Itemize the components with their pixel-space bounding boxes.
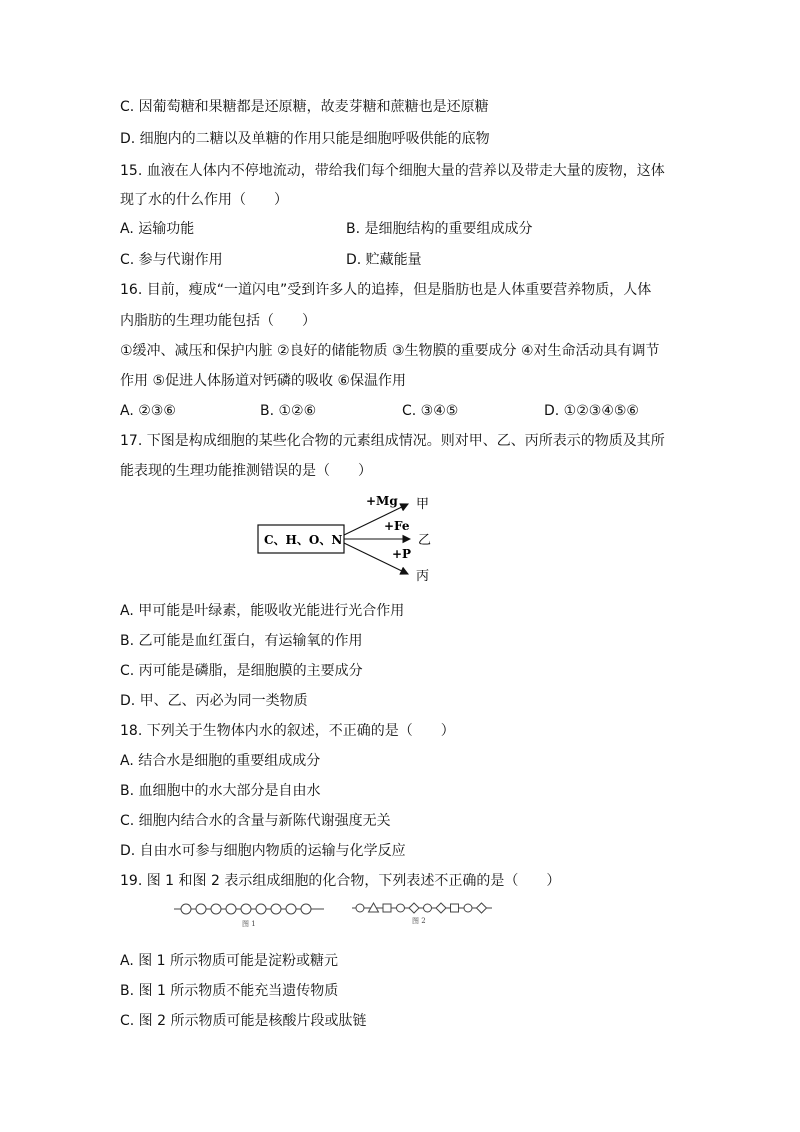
q16-stem-line3: ①缓冲、减压和保护内脏 ②良好的储能物质 ③生物膜的重要成分 ④对生命活动具有调节 — [120, 343, 660, 359]
q18-stem: 18. 下列关于生物体内水的叙述，不正确的是（ ） — [120, 723, 455, 739]
monomer-circle — [241, 904, 251, 914]
monomer-square — [383, 904, 391, 912]
monomer-circle — [356, 904, 364, 912]
q19-option-c: C. 图 2 所示物质可能是核酸片段或肽链 — [120, 1013, 367, 1029]
q15-option-b: B. 是细胞结构的重要组成成分 — [346, 221, 533, 237]
monomer-circle — [464, 904, 472, 912]
q19-option-a: A. 图 1 所示物质可能是淀粉或糖元 — [120, 953, 339, 969]
q17-option-c: C. 丙可能是磷脂，是细胞膜的主要成分 — [120, 663, 363, 679]
q17-option-b: B. 乙可能是血红蛋白，有运输氧的作用 — [120, 633, 363, 649]
q16-stem-line1: 16. 目前，瘦成“一道闪电”受到许多人的追捧，但是脂肪也是人体重要营养物质，人体 — [120, 282, 652, 298]
q17-stem-line2: 能表现的生理功能推测错误的是（ ） — [120, 463, 372, 479]
target-yi: 乙 — [418, 533, 432, 548]
q14-option-c: C. 因葡萄糖和果糖都是还原糖，故麦芽糖和蔗糖也是还原糖 — [120, 99, 489, 115]
q15-option-c: C. 参与代谢作用 — [120, 252, 223, 268]
q16-option-d: D. ①②③④⑤⑥ — [544, 403, 639, 419]
q15-option-d: D. 贮藏能量 — [346, 252, 422, 268]
q17-option-a: A. 甲可能是叶绿素，能吸收光能进行光合作用 — [120, 603, 405, 619]
monomer-diamond — [409, 903, 419, 913]
q18-option-c: C. 细胞内结合水的含量与新陈代谢强度无关 — [120, 813, 391, 829]
q14-option-d: D. 细胞内的二糖以及单糖的作用只能是细胞呼吸供能的底物 — [120, 131, 490, 147]
monomer-circle — [181, 904, 191, 914]
target-jia: 甲 — [416, 497, 430, 512]
target-bing: 丙 — [416, 569, 430, 584]
q19-figure-1 — [172, 900, 327, 930]
label-p: +P — [392, 547, 412, 561]
q19-option-b: B. 图 1 所示物质不能充当遗传物质 — [120, 983, 339, 999]
fig2-caption: 图 2 — [412, 917, 426, 925]
q15-stem-line1: 15. 血液在人体内不停地流动，带给我们每个细胞大量的营养以及带走大量的废物，这体 — [120, 163, 665, 179]
q19-stem: 19. 图 1 和图 2 表示组成细胞的化合物，下列表述不正确的是（ ） — [120, 873, 561, 889]
label-mg: +Mg — [366, 494, 398, 508]
monomer-circle — [424, 904, 432, 912]
q19-figure-2 — [350, 898, 495, 928]
monomer-circle — [397, 904, 405, 912]
monomer-circle — [196, 904, 206, 914]
q17-option-d: D. 甲、乙、丙必为同一类物质 — [120, 693, 308, 709]
monomer-square — [451, 904, 459, 912]
q16-stem-line2: 内脂肪的生理功能包括（ ） — [120, 313, 316, 329]
q17-stem-line1: 17. 下图是构成细胞的某些化合物的元素组成情况。则对甲、乙、丙所表示的物质及其所 — [120, 433, 665, 449]
label-fe: +Fe — [384, 519, 410, 533]
monomer-circle — [286, 904, 296, 914]
element-box-label: C、H、O、N — [264, 533, 343, 547]
monomer-diamond — [477, 903, 487, 913]
q17-element-diagram — [250, 490, 450, 585]
q16-option-a: A. ②③⑥ — [120, 403, 176, 419]
monomer-circle — [256, 904, 266, 914]
monomer-diamond — [436, 903, 446, 913]
monomer-circle — [271, 904, 281, 914]
monomer-circle — [226, 904, 236, 914]
q15-option-a: A. 运输功能 — [120, 221, 195, 237]
q18-option-d: D. 自由水可参与细胞内物质的运输与化学反应 — [120, 843, 406, 859]
monomer-circle — [211, 904, 221, 914]
q15-stem-line2: 现了水的什么作用（ ） — [120, 192, 288, 208]
q16-stem-line4: 作用 ⑤促进人体肠道对钙磷的吸收 ⑥保温作用 — [120, 373, 407, 389]
fig1-caption: 图 1 — [242, 920, 256, 928]
monomer-circle — [301, 904, 311, 914]
q18-option-a: A. 结合水是细胞的重要组成成分 — [120, 753, 321, 769]
q16-option-c: C. ③④⑤ — [402, 403, 459, 419]
q16-option-b: B. ①②⑥ — [260, 403, 317, 419]
q18-option-b: B. 血细胞中的水大部分是自由水 — [120, 783, 321, 799]
